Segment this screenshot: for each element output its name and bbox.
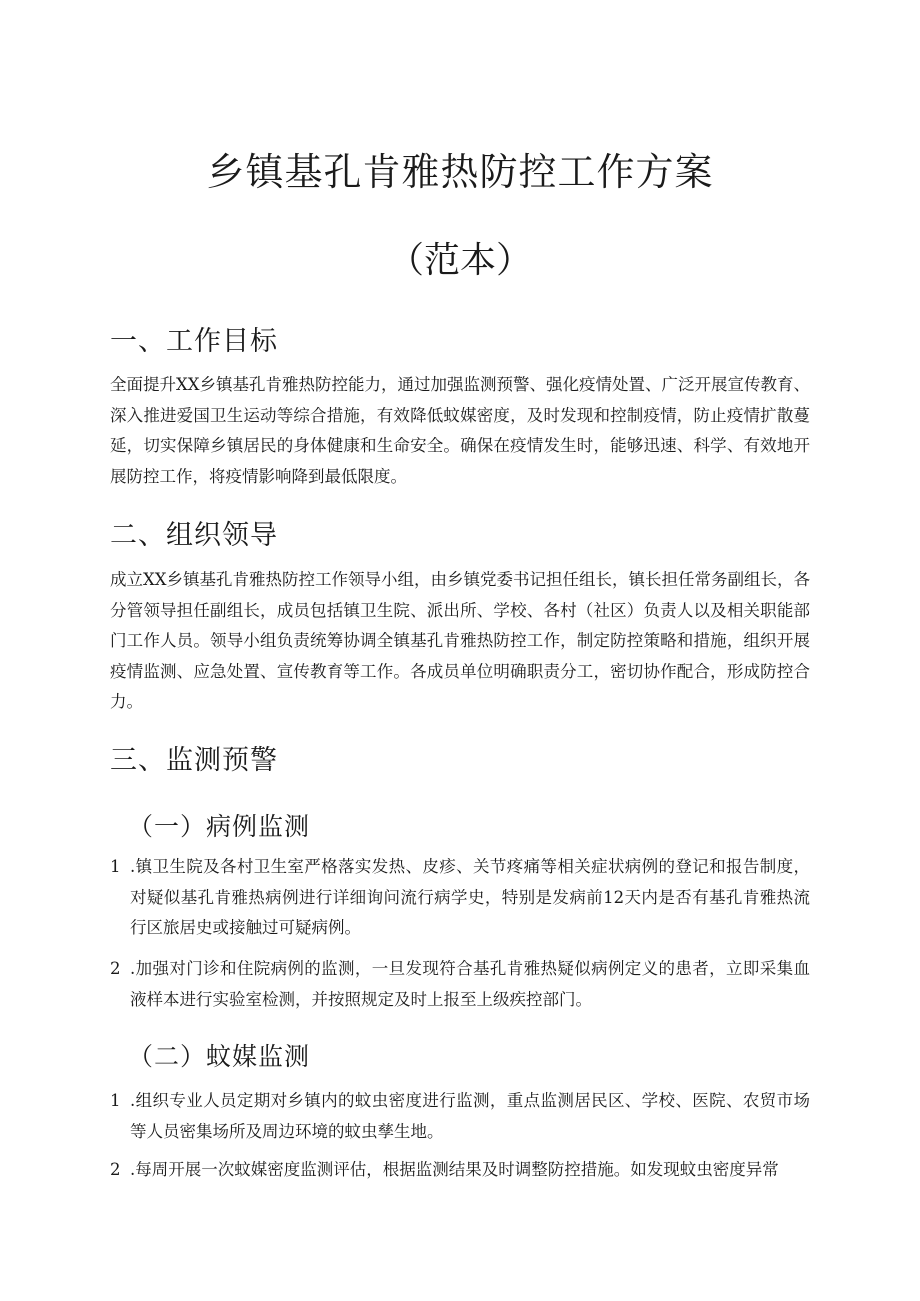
list-item-text: .组织专业人员定期对乡镇内的蚊虫密度进行监测，重点监测居民区、学校、医院、农贸市场等人员密集场所及周边环境的蚊虫孳生地。 bbox=[130, 1091, 810, 1141]
list-item-number: 1 bbox=[110, 1091, 121, 1110]
list-item bbox=[110, 1155, 810, 1186]
list-item bbox=[110, 852, 810, 944]
section-heading-organization: 二、组织领导 bbox=[110, 520, 278, 551]
subsection-heading-case-monitoring: （一）病例监测 bbox=[128, 812, 311, 841]
document-subtitle: （范本） bbox=[387, 240, 532, 281]
section-paragraph-goals: 全面提升XX乡镇基孔肯雅热防控能力，通过加强监测预警、强化疫情处置、广泛开展宣传教育、深入推进爱国卫生运动等综合措施，有效降低蚊媒密度，及时发现和控制疫情，防止疫情扩散蔓延，切实保障乡镇居民的身体健康和生命安全。确保在疫情发生时，能够迅速、科学、有效地开展防控工作，将疫情影响降到最低限度。 bbox=[110, 375, 810, 486]
list-item bbox=[110, 954, 810, 1015]
list-item-number: 2 bbox=[110, 1160, 121, 1179]
list-item bbox=[110, 1086, 810, 1147]
section-heading-goals: 一、工作目标 bbox=[110, 326, 278, 357]
document-title: 乡镇基孔肯雅热防控工作方案 bbox=[206, 150, 714, 194]
section-paragraph-organization: 成立XX乡镇基孔肯雅热防控工作领导小组，由乡镇党委书记担任组长，镇长担任常务副组长，各分管领导担任副组长，成员包括镇卫生院、派出所、学校、各村（社区）负责人以及相关职能部门工作人员。领导小组负责统筹协调全镇基孔肯雅热防控工作，制定防控策略和措施，组织开展疫情监测、应急处置、宣传教育等工作。各成员单位明确职责分工，密切协作配合，形成防控合力。 bbox=[110, 570, 810, 711]
list-item-text: .每周开展一次蚊媒密度监测评估，根据监测结果及时调整防控措施。如发现蚊虫密度异常 bbox=[130, 1160, 779, 1179]
subsection-heading-vector-monitoring: （二）蚊媒监测 bbox=[128, 1042, 311, 1071]
list-item-text: .加强对门诊和住院病例的监测，一旦发现符合基孔肯雅热疑似病例定义的患者，立即采集血液样本进行实验室检测，并按照规定及时上报至上级疾控部门。 bbox=[130, 959, 810, 1009]
list-item-text: .镇卫生院及各村卫生室严格落实发热、皮疹、关节疼痛等相关症状病例的登记和报告制度，对疑似基孔肯雅热病例进行详细询问流行病学史，特别是发病前12天内是否有基孔肯雅热流行区旅居史或接触过可疑病例。 bbox=[130, 857, 810, 937]
list-item-number: 2 bbox=[110, 959, 121, 978]
list-item-number: 1 bbox=[110, 857, 121, 876]
section-heading-monitoring: 三、监测预警 bbox=[110, 745, 278, 776]
